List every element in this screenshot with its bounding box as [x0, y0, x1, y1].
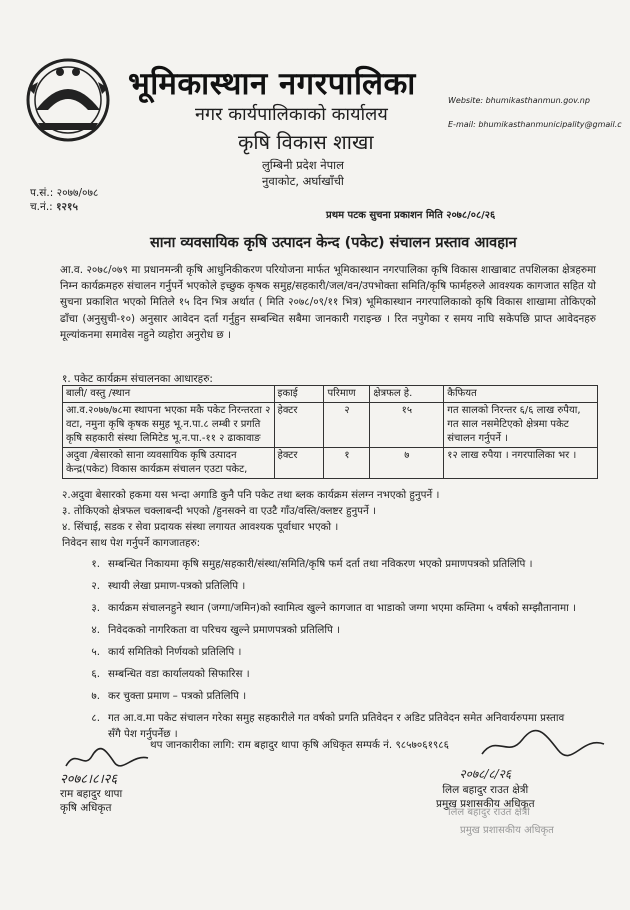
cell-area: ७ [370, 448, 444, 479]
header-crop: बाली/ वस्तु /स्थान [63, 386, 275, 403]
header-area: क्षेत्रफल हे. [370, 386, 444, 403]
stamp-name: लिल बहादुर राउत क्षेत्री [448, 807, 530, 818]
province-text: लुम्बिनी प्रदेश नेपाल [262, 158, 344, 172]
item-text: स्थायी लेखा प्रमाण-पत्रको प्रतिलिपि । [108, 580, 246, 592]
required-documents-list [80, 556, 580, 748]
condition-item: ४. सिंचाई, सडक र सेवा प्रदायक संस्था लगायत आवश्यक पूर्वाधार भएको । [62, 521, 339, 533]
documents-heading: निवेदन साथ पेश गर्नुपर्ने कागजातहरु: [62, 537, 201, 549]
item-text: निवेदकको नागरिकता वा परिचय खुल्ने प्रमाणपत्रको प्रतिलिपि । [108, 624, 341, 636]
right-signature-mark [478, 728, 608, 762]
left-signatory-name: राम बहादुर थापा [60, 788, 123, 800]
list-item [80, 622, 580, 638]
item-number: ६. [91, 668, 100, 680]
cell-remarks: १२ लाख रुपैया । नगरपालिका भर । [444, 448, 598, 479]
right-signatory-designation: प्रमुख प्रशासकीय अधिकृत [436, 798, 535, 810]
nepal-emblem-logo [18, 48, 118, 148]
left-signature-date: २०७८।८।२६ [60, 772, 118, 787]
list-item [80, 644, 580, 660]
header-unit: इकाई [274, 386, 324, 403]
item-number: १. [91, 558, 100, 570]
reference-block [30, 186, 98, 214]
item-text: सम्बन्धित निकायमा कृषि समुह/सहकारी/संस्था/समिति/कृषि फर्म दर्ता तथा नविकरण भएको प्रमाणपत्रको प्रतिलिपि । [108, 558, 533, 570]
header-quantity: परिमाण [324, 386, 370, 403]
item-text: कार्य समितिको निर्णयको प्रतिलिपि । [108, 646, 242, 658]
list-item [80, 578, 580, 594]
table-header-row [63, 386, 598, 403]
cell-quantity: २ [324, 403, 370, 448]
cell-remarks: गत सालको निरन्तर ६/६ लाख रुपैया, गत साल नसमेटिएको क्षेत्रमा पकेट संचालन गर्नुपर्ने । [444, 403, 598, 448]
table-row [63, 448, 598, 479]
left-signature-mark [62, 744, 152, 774]
dispatch-number: १२१५ [56, 201, 78, 213]
address-text: नुवाकोट, अर्घाखाँची [262, 174, 344, 188]
cell-unit: हेक्टर [274, 448, 324, 479]
list-item [80, 666, 580, 682]
stamp-designation: प्रमुख प्रशासकीय अधिकृत [460, 825, 554, 836]
intro-paragraph: आ.व. २०७८/०७९ मा प्रधानमन्त्री कृषि आधुनिकीकरण परियोजना मार्फत भूमिकास्थान नगरपालिका कृषि विकास शाखाबाट तपशिलका क्षेत्रहरुमा निम्न कार्यक्रमहरु संचालन गर्नुपर्ने भएकोले इच्छुक कृषक समुह/सहकारी/जल/वन/उपभोक्ता समिति/कृषि फार्महरुले आवश्यक कागजात सहित यो सुचना प्रकाशित भएको मितिले १५ दिन भित्र अर्थात ( मिति २०७८/०९/११ भित्र) भूमिकास्थान नगरपालिकाको कृषि विकास शाखामा तोकिएको ढाँचा (अनुसुची-१०) अनुसार आवेदन दर्ता गर्नुहुन सम्बन्धित सबैमा जानकारी गराइन्छ । रित नपुगेका र समय नाघि सकेपछि प्राप्त आवेदनहरु मूल्यांकनमा समावेस नहुने व्यहोरा अनुरोध छ । [60, 264, 596, 341]
item-text: कर चुक्ता प्रमाण – पत्रको प्रतिलिपि । [108, 690, 247, 702]
list-item [80, 600, 580, 616]
office-location [262, 157, 344, 189]
email-text: E-mail: bhumikasthanmunicipality@gmail.c [448, 120, 622, 129]
condition-item: २.अदुवा बेसारको हकमा यस भन्दा अगाडि कुनै पनि पकेट तथा ब्लक कार्यक्रम संलग्न नभएको हुनुपर्ने । [62, 489, 440, 501]
program-table [62, 385, 598, 479]
publication-date: प्रथम पटक सुचना प्रकाशन मिति २०७८/०८/२६ [326, 210, 496, 221]
municipality-name: भूमिकास्थान नगरपालिका [128, 66, 416, 102]
condition-item: ३. तोकिएको क्षेत्रफल चक्लाबन्दी भएको /हुनसक्ने वा एउटै गाँउ/वस्ति/क्लष्टर हुनुपर्ने । [62, 505, 376, 517]
right-signature-date: २०७८/८/२६ [459, 767, 512, 781]
website-text: Website: bhumikasthanmun.gov.np [448, 96, 590, 105]
dispatch-label: च.नं.: [30, 201, 53, 213]
left-signatory-designation: कृषि अधिकृत [60, 802, 112, 814]
item-number: ८. [91, 712, 100, 724]
item-number: ३. [91, 602, 100, 614]
cell-quantity: १ [324, 448, 370, 479]
item-number: ७. [91, 690, 100, 702]
left-signatory [60, 773, 122, 815]
cell-crop: आ.व.२०७७/७८मा स्थापना भएका मकै पकेट निरन्तरता २ वटा, नमुना कृषि कृषक समुह भू.न.पा.८ लम्बी र प्रगति कृषि सहकारी संस्था लिमिटेड भू.न.पा.-११ २ ढाकावाङ [63, 403, 275, 448]
item-text: कार्यक्रम संचालनहुने स्थान (जग्गा/जमिन)को स्वामित्व खुल्ने कागजात वा भाडाको जग्गा भएमा कम्तिमा ५ वर्षको सम्झौतानामा । [108, 602, 576, 614]
section-name: कृषि विकास शाखा [238, 130, 374, 154]
cell-unit: हेक्टर [274, 403, 324, 448]
item-text: सम्बन्धित वडा कार्यालयको सिफारिस । [108, 668, 250, 680]
fiscal-year-ref: प.सं.: २०७७/०७८ [30, 187, 99, 199]
header-remarks: कैफियत [444, 386, 598, 403]
item-number: ४. [91, 624, 100, 636]
program-list-title: १. पकेट कार्यक्रम संचालनका आधारहरु: [62, 373, 213, 385]
list-item [80, 688, 580, 704]
cell-area: १५ [370, 403, 444, 448]
right-signatory-name: लिल बहादुर राउत क्षेत्री [442, 784, 529, 796]
item-number: २. [91, 580, 100, 592]
conditions-list [62, 487, 602, 551]
notice-title: साना व्यवसायिक कृषि उत्पादन केन्द (पकेट) संचालन प्रस्ताव आवहान [150, 235, 517, 251]
item-text: गत आ.व.मा पकेट संचालन गरेका समुह सहकारीले गत वर्षको प्रगति प्रतिवेदन र अडिट प्रतिवेदन समेत अनिवार्यरुपमा प्रस्ताव सँगै पेश गर्नुपर्नेछ । [108, 712, 565, 740]
item-number: ५. [91, 646, 100, 658]
office-name: नगर कार्यपालिकाको कार्यालय [195, 104, 388, 125]
contact-info: थप जानकारीका लागि: राम बहादुर थापा कृषि अधिकृत सम्पर्क नं. ९८५७०६१९८६ [150, 739, 449, 751]
dispatch-ref [30, 200, 98, 214]
list-item [80, 556, 580, 572]
table-row [63, 403, 598, 448]
cell-crop: अदुवा /बेसारको साना व्यवसायिक कृषि उत्पादन केन्द्र(पकेट) विकास कार्यक्रम संचालन एउटा पकेट, [63, 448, 275, 479]
